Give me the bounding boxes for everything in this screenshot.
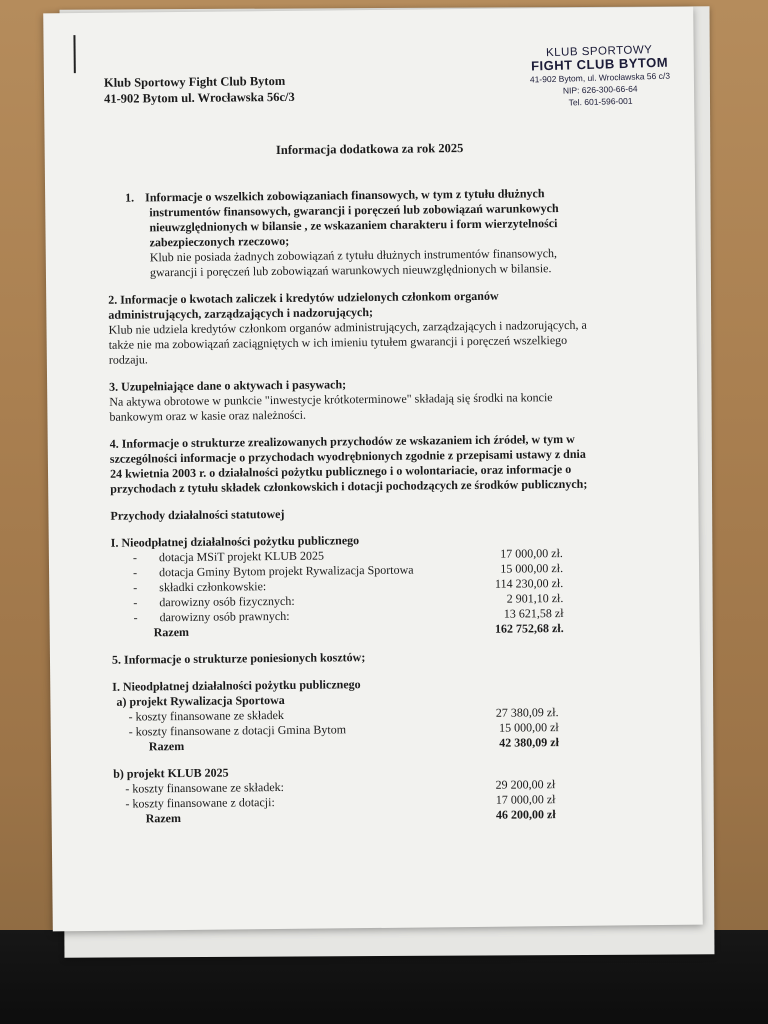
section-1-number: 1.: [125, 190, 135, 205]
section-4-subheading: Przychody działalności statutowej: [110, 506, 285, 523]
revenue-label: dotacja MSiT projekt KLUB 2025: [158, 548, 325, 565]
section-2-text-line-2: także nie ma zobowiązań zaciągniętych w ich imieniu tytułem gwarancji i poręczeń wszelkiego: [108, 332, 568, 352]
project-b-costs: [113, 777, 555, 827]
section-1-text-line-1: Klub nie posiada żadnych zobowiązań z tytułu dłużnych instrumentów finansowych,: [149, 246, 558, 265]
section-5: [112, 647, 662, 827]
revenue-label: dotacja Gminy Bytom projekt Rywalizacja Sportowa: [158, 562, 414, 580]
stamp-line-3: 41-902 Bytom, ul. Wrocławska 56 c/3: [529, 70, 671, 85]
project-a-costs: [113, 705, 559, 755]
revenue-amount: 15 000,00 zł.: [500, 561, 564, 576]
organization-header: [104, 73, 295, 107]
section-1: [125, 185, 656, 281]
list-dash: -: [132, 565, 138, 580]
revenue-list: [111, 546, 564, 641]
org-name: Klub Sportowy Fight Club Bytom: [103, 73, 286, 90]
cost-label: - koszty finansowane z dotacji Gmina Bytom: [128, 722, 347, 739]
project-b-total-amount: 46 200,00 zł: [495, 807, 556, 822]
section-3-text-line-1: Na aktywa obrotowe w punkcie "inwestycje krótkoterminowe" składają się środki na koncie: [109, 390, 553, 409]
pen-mark: [73, 35, 75, 73]
document-body: [107, 185, 662, 827]
cost-label: - koszty finansowane ze składek: [128, 707, 284, 724]
list-dash: -: [133, 595, 138, 610]
section-2: [108, 287, 657, 368]
document-page: [43, 7, 703, 932]
project-a-total-amount: 42 380,09 zł: [499, 735, 559, 750]
document-title: Informacja dodatkowa za rok 2025: [275, 141, 464, 157]
stamp-line-2: FIGHT CLUB BYTOM: [530, 54, 669, 74]
section-4-heading-line-1: 4. Informacje o strukturze zrealizowanych przychodów ze wskazaniem ich źródeł, w tym w: [109, 431, 575, 451]
revenue-amount: 2 901,10 zł.: [506, 591, 564, 606]
section-4-group-heading: I. Nieodpłatnej działalności pożytku publicznego: [110, 533, 360, 550]
revenue-amount: 13 621,58 zł: [503, 606, 564, 621]
club-stamp: [513, 43, 687, 110]
revenue-label: składki członkowskie:: [159, 579, 267, 595]
section-3-heading: 3. Uzupełniające dane o aktywach i pasywach;: [109, 377, 347, 394]
org-address: 41-902 Bytom ul. Wrocławska 56c/3: [104, 89, 295, 106]
project-b-heading: b) projekt KLUB 2025: [113, 765, 229, 781]
cost-label: - koszty finansowane ze składek:: [125, 779, 285, 796]
project-a-total-label: Razem: [148, 738, 185, 754]
revenue-label: darowizny osób prawnych:: [159, 608, 290, 625]
section-5-heading: 5. Informacje o strukturze poniesionych kosztów;: [111, 650, 366, 667]
section-3: [109, 374, 657, 425]
revenue-total-amount: 162 752,68 zł.: [494, 621, 564, 636]
revenue-total-label: Razem: [153, 624, 190, 640]
section-4: [110, 431, 660, 641]
stamp-line-1: KLUB SPORTOWY: [545, 44, 653, 60]
cost-amount: 17 000,00 zł: [495, 792, 556, 807]
section-2-text-line-1: Klub nie udziela kredytów członkom organów administrujących, zarządzających i nadzorujących, a: [108, 317, 587, 337]
section-1-heading-line-2: instrumentów finansowych, gwarancji i poręczeń lub zobowiązań warunkowych: [149, 201, 559, 220]
stamp-line-4: NIP: 626-300-66-64: [562, 83, 638, 96]
list-dash: -: [133, 610, 138, 625]
section-4-heading-line-2: szczególności informacje o przychodach wyodrębnionych zgodnie z przepisami ustawy z dnia: [109, 446, 586, 466]
list-dash: -: [133, 580, 138, 595]
section-1-heading-line-1: Informacje o wszelkich zobowiązaniach finansowych, w tym z tytułu dłużnych: [145, 186, 545, 205]
section-5-group-heading: I. Nieodpłatnej działalności pożytku publicznego: [112, 677, 361, 694]
revenue-amount: 114 230,00 zł.: [494, 576, 564, 591]
section-1-text-line-2: gwarancji i poręczeń lub zobowiązań warunkowych nieuwzględnionych w bilansie.: [149, 261, 552, 280]
section-2-heading-line-2: administrujących, zarządzających i nadzorujących;: [108, 304, 374, 322]
section-4-heading-line-3: 24 kwietnia 2003 r. o działalności pożytku publicznego i o wolontariacie, oraz informacje o: [109, 461, 572, 481]
project-a-heading: a) projekt Rywalizacja Sportowa: [116, 692, 285, 709]
stamp-line-5: Tel. 601-596-001: [568, 95, 633, 108]
section-1-heading-line-3: nieuwzględnionych w bilansie , ze wskazaniem charakteru i form wierzytelności: [149, 216, 558, 235]
section-4-heading-line-4: przychodach z tytułu składek członkowskich i dotacji pochodzących ze środków publicznych;: [110, 476, 588, 496]
section-1-heading-line-4: zabezpieczonych rzeczowo;: [149, 233, 290, 250]
cost-amount: 29 200,00 zł: [495, 777, 556, 792]
cost-amount: 27 380,09 zł.: [495, 705, 559, 720]
section-2-text-line-3: rodzaju.: [108, 352, 148, 367]
cost-label: - koszty finansowane z dotacji:: [125, 795, 275, 811]
section-2-heading-line-1: 2. Informacje o kwotach zaliczek i kredytów udzielonych członkom organów: [108, 288, 499, 307]
cost-amount: 15 000,00 zł: [498, 720, 559, 735]
revenue-amount: 17 000,00 zł.: [500, 546, 563, 561]
list-dash: -: [132, 550, 137, 565]
section-3-text-line-2: bankowym oraz w kasie oraz należności.: [109, 407, 307, 424]
revenue-label: darowizny osób fizycznych:: [159, 593, 295, 610]
project-b-total-label: Razem: [145, 811, 182, 826]
